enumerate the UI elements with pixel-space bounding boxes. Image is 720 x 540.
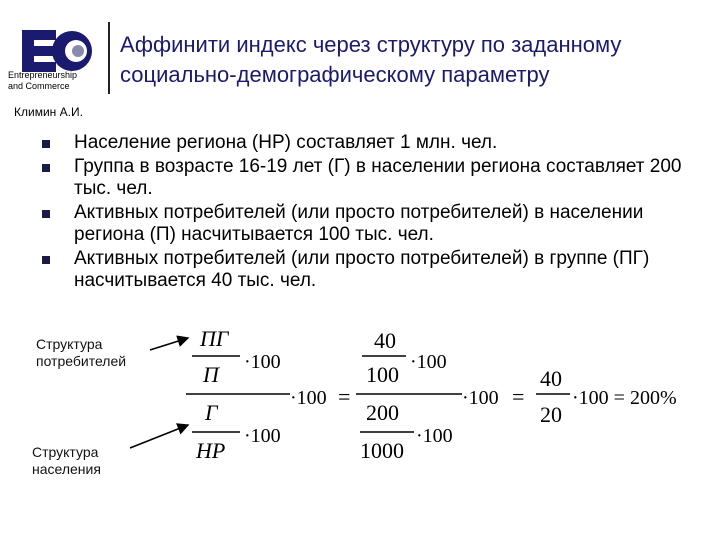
dot100-mid-bottom: ·100 xyxy=(416,425,453,447)
p-label: П xyxy=(203,362,219,387)
bullet-square-icon xyxy=(42,164,50,172)
dot100-left: ·100 xyxy=(290,387,327,409)
num-40: 40 xyxy=(374,328,396,353)
equals-2: = xyxy=(512,384,525,409)
bullet-square-icon xyxy=(42,210,50,218)
bullet-list xyxy=(42,132,702,294)
arrow-population xyxy=(130,425,188,448)
affinity-formula xyxy=(0,320,720,470)
bullet-square-icon xyxy=(42,140,50,148)
num-100: 100 xyxy=(366,362,399,387)
list-item: Группа в возрасте 16-19 лет (Г) в населении региона составляет 200 тыс. чел. xyxy=(42,156,702,200)
dot100-mid: ·100 xyxy=(462,387,499,409)
header-divider xyxy=(108,22,110,94)
list-item: Активных потребителей (или просто потребителей) в населении региона (П) насчитывается 100 тыс. чел. xyxy=(42,202,702,246)
dot100-bottom: ·100 xyxy=(244,425,281,447)
slide-title: Аффинити индекс через структуру по заданному социально-демографическому параметру xyxy=(120,32,622,87)
num-200: 200 xyxy=(366,400,399,425)
list-item: Население региона (НР) составляет 1 млн. чел. xyxy=(42,132,702,154)
dot100-top: ·100 xyxy=(244,351,281,373)
hp-label: НР xyxy=(196,438,226,463)
arrow-consumer xyxy=(150,338,188,350)
author: Климин А.И. xyxy=(14,105,83,119)
list-item: Активных потребителей (или просто потребителей) в группе (ПГ) насчитывается 40 тыс. чел. xyxy=(42,248,702,292)
pg-label: ПГ xyxy=(200,326,229,351)
g-label: Г xyxy=(205,400,218,425)
result: ·100 = 200% xyxy=(572,387,677,409)
num-20: 20 xyxy=(540,402,562,427)
consumer-structure-note: Структура потребителей xyxy=(36,336,127,369)
logo-subtitle: Entrepreneurship and Commerce xyxy=(8,70,78,91)
num-1000: 1000 xyxy=(360,438,404,463)
num-40-right: 40 xyxy=(540,366,562,391)
bullet-square-icon xyxy=(42,256,50,264)
equals-1: = xyxy=(338,384,351,409)
population-structure-note: Структура населения xyxy=(32,444,101,477)
dot100-mid-top: ·100 xyxy=(410,351,447,373)
